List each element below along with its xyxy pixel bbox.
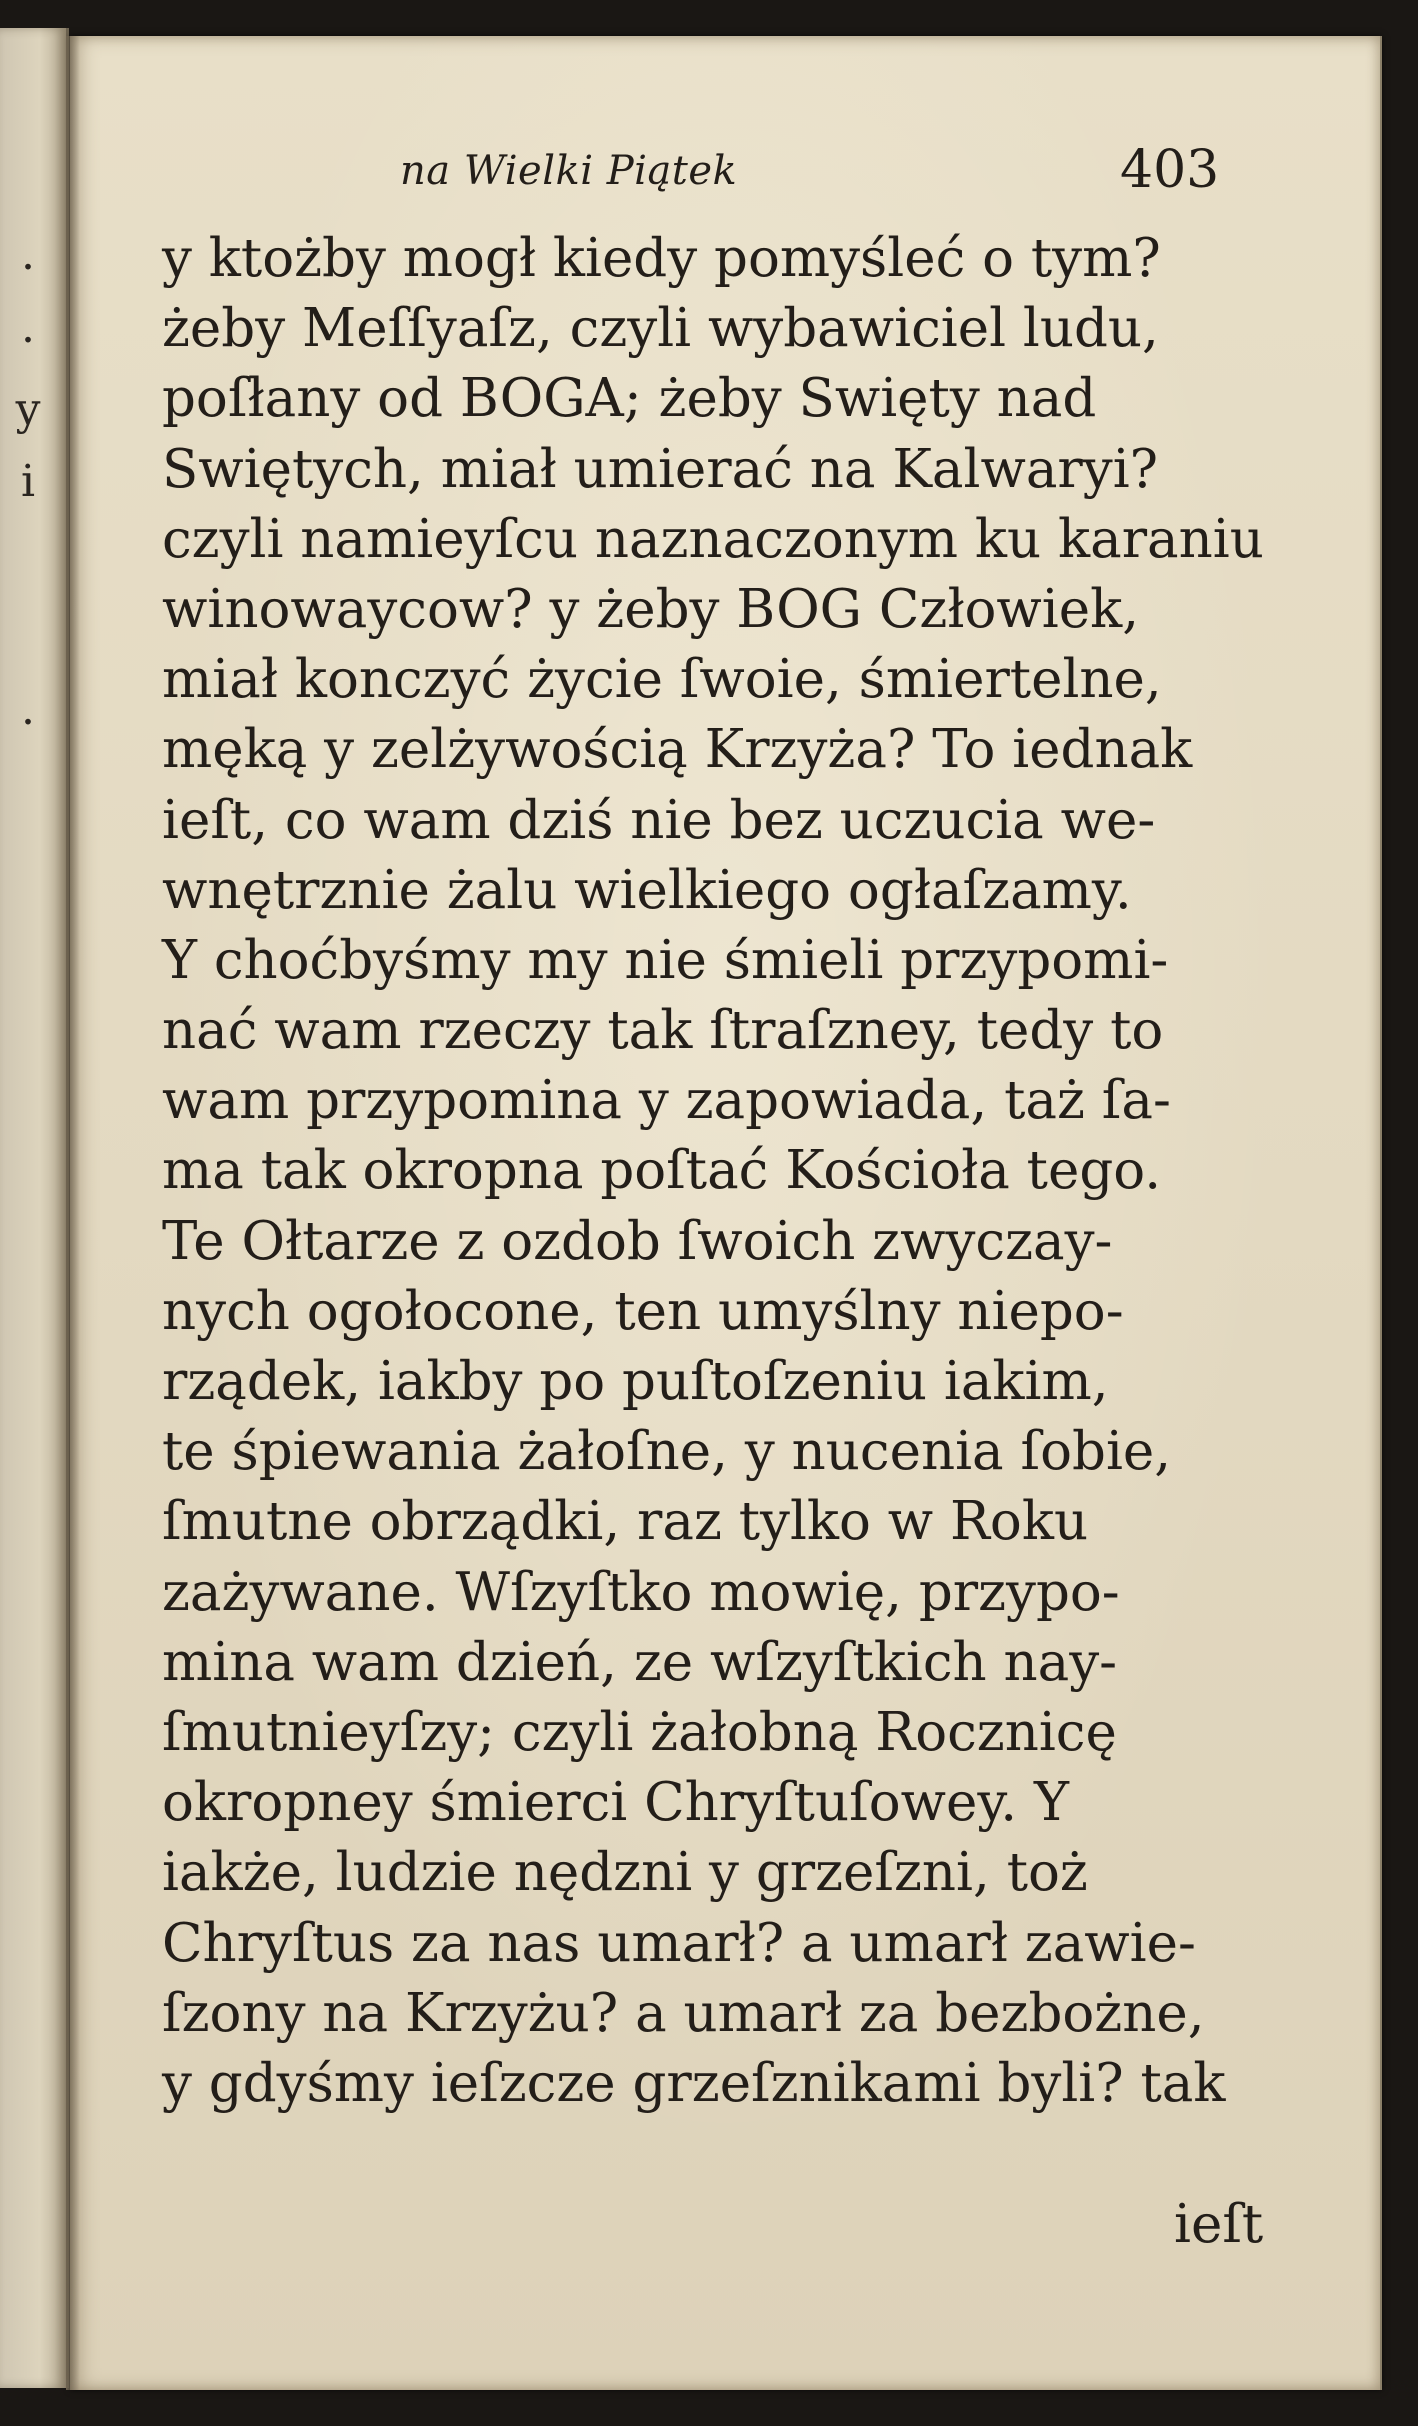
text-line: mina wam dzień, ze wſzyſtkich nay- [162,1631,1118,1693]
text-line: y gdyśmy ieſzcze grzeſznikami byli? tak [162,2052,1226,2114]
text-line: ieſt, co wam dziś nie bez uczucia we- [162,789,1156,851]
previous-page-glyph: y [15,384,41,435]
previous-page-glyph: . [21,229,35,280]
text-line: nych ogołocone, ten umyślny niepo- [162,1280,1124,1342]
page-number: 403 [1120,140,1220,200]
text-line: Chryſtus za nas umarł? a umarł zawie- [162,1912,1196,1974]
text-line: Y choćbyśmy my nie śmieli przypomi- [162,929,1169,991]
text-line: nać wam rzeczy tak ſtraſzney, tedy to [162,1000,1164,1062]
text-line: ſzony na Krzyżu? a umarł za bezbożne, [162,1982,1205,2044]
previous-page-glyph: i [20,456,36,507]
catchword: ieſt [1174,2194,1264,2255]
text-line: ma tak okropna poſtać Kościoła tego. [162,1140,1162,1202]
page-header [400,140,1300,210]
text-line: Te Ołtarze z ozdob ſwoich zwyczay- [162,1210,1113,1272]
previous-page-edge [0,28,69,2388]
body-text [162,224,1362,2119]
text-line: Swiętych, miał umierać na Kalwaryi? [162,438,1159,500]
text-line: okropney śmierci Chryſtuſowey. Y [162,1772,1069,1834]
text-line: męką y zelżywością Krzyża? To iednak [162,719,1193,781]
text-line: iakże, ludzie nędzni y grzeſzni, toż [162,1842,1088,1904]
text-line: te śpiewania żałoſne, y nucenia ſobie, [162,1421,1172,1483]
text-line: y ktożby mogł kiedy pomyśleć o tym? [162,228,1161,289]
previous-page-glyph: . [21,684,35,735]
text-line: czyli namieyſcu naznaczonym ku karaniu [162,508,1264,570]
text-line: winowaycow? y żeby BOG Człowiek, [162,578,1140,640]
text-line: miał konczyć życie ſwoie, śmiertelne, [162,649,1162,711]
text-line: wam przypomina y zapowiada, taż ſa- [162,1070,1171,1132]
text-line: poſłany od BOGA; żeby Swięty nad [162,368,1097,430]
text-line: ſmutne obrządki, raz tylko w Roku [162,1491,1089,1553]
page-gutter-shadow [66,36,80,2390]
book-page [70,36,1382,2390]
text-line: żeby Meſſyaſz, czyli wybawiciel ludu, [162,298,1159,360]
previous-page-glyph: . [21,302,35,353]
text-line: ſmutnieyſzy; czyli żałobną Rocznicę [162,1701,1117,1763]
text-line: zażywane. Wſzyſtko mowię, przypo- [162,1561,1120,1623]
text-line: wnętrznie żalu wielkiego ogłaſzamy. [162,859,1132,921]
running-title: na Wielki Piątek [400,148,738,194]
text-line: rządek, iakby po puſtoſzeniu iakim, [162,1351,1109,1412]
